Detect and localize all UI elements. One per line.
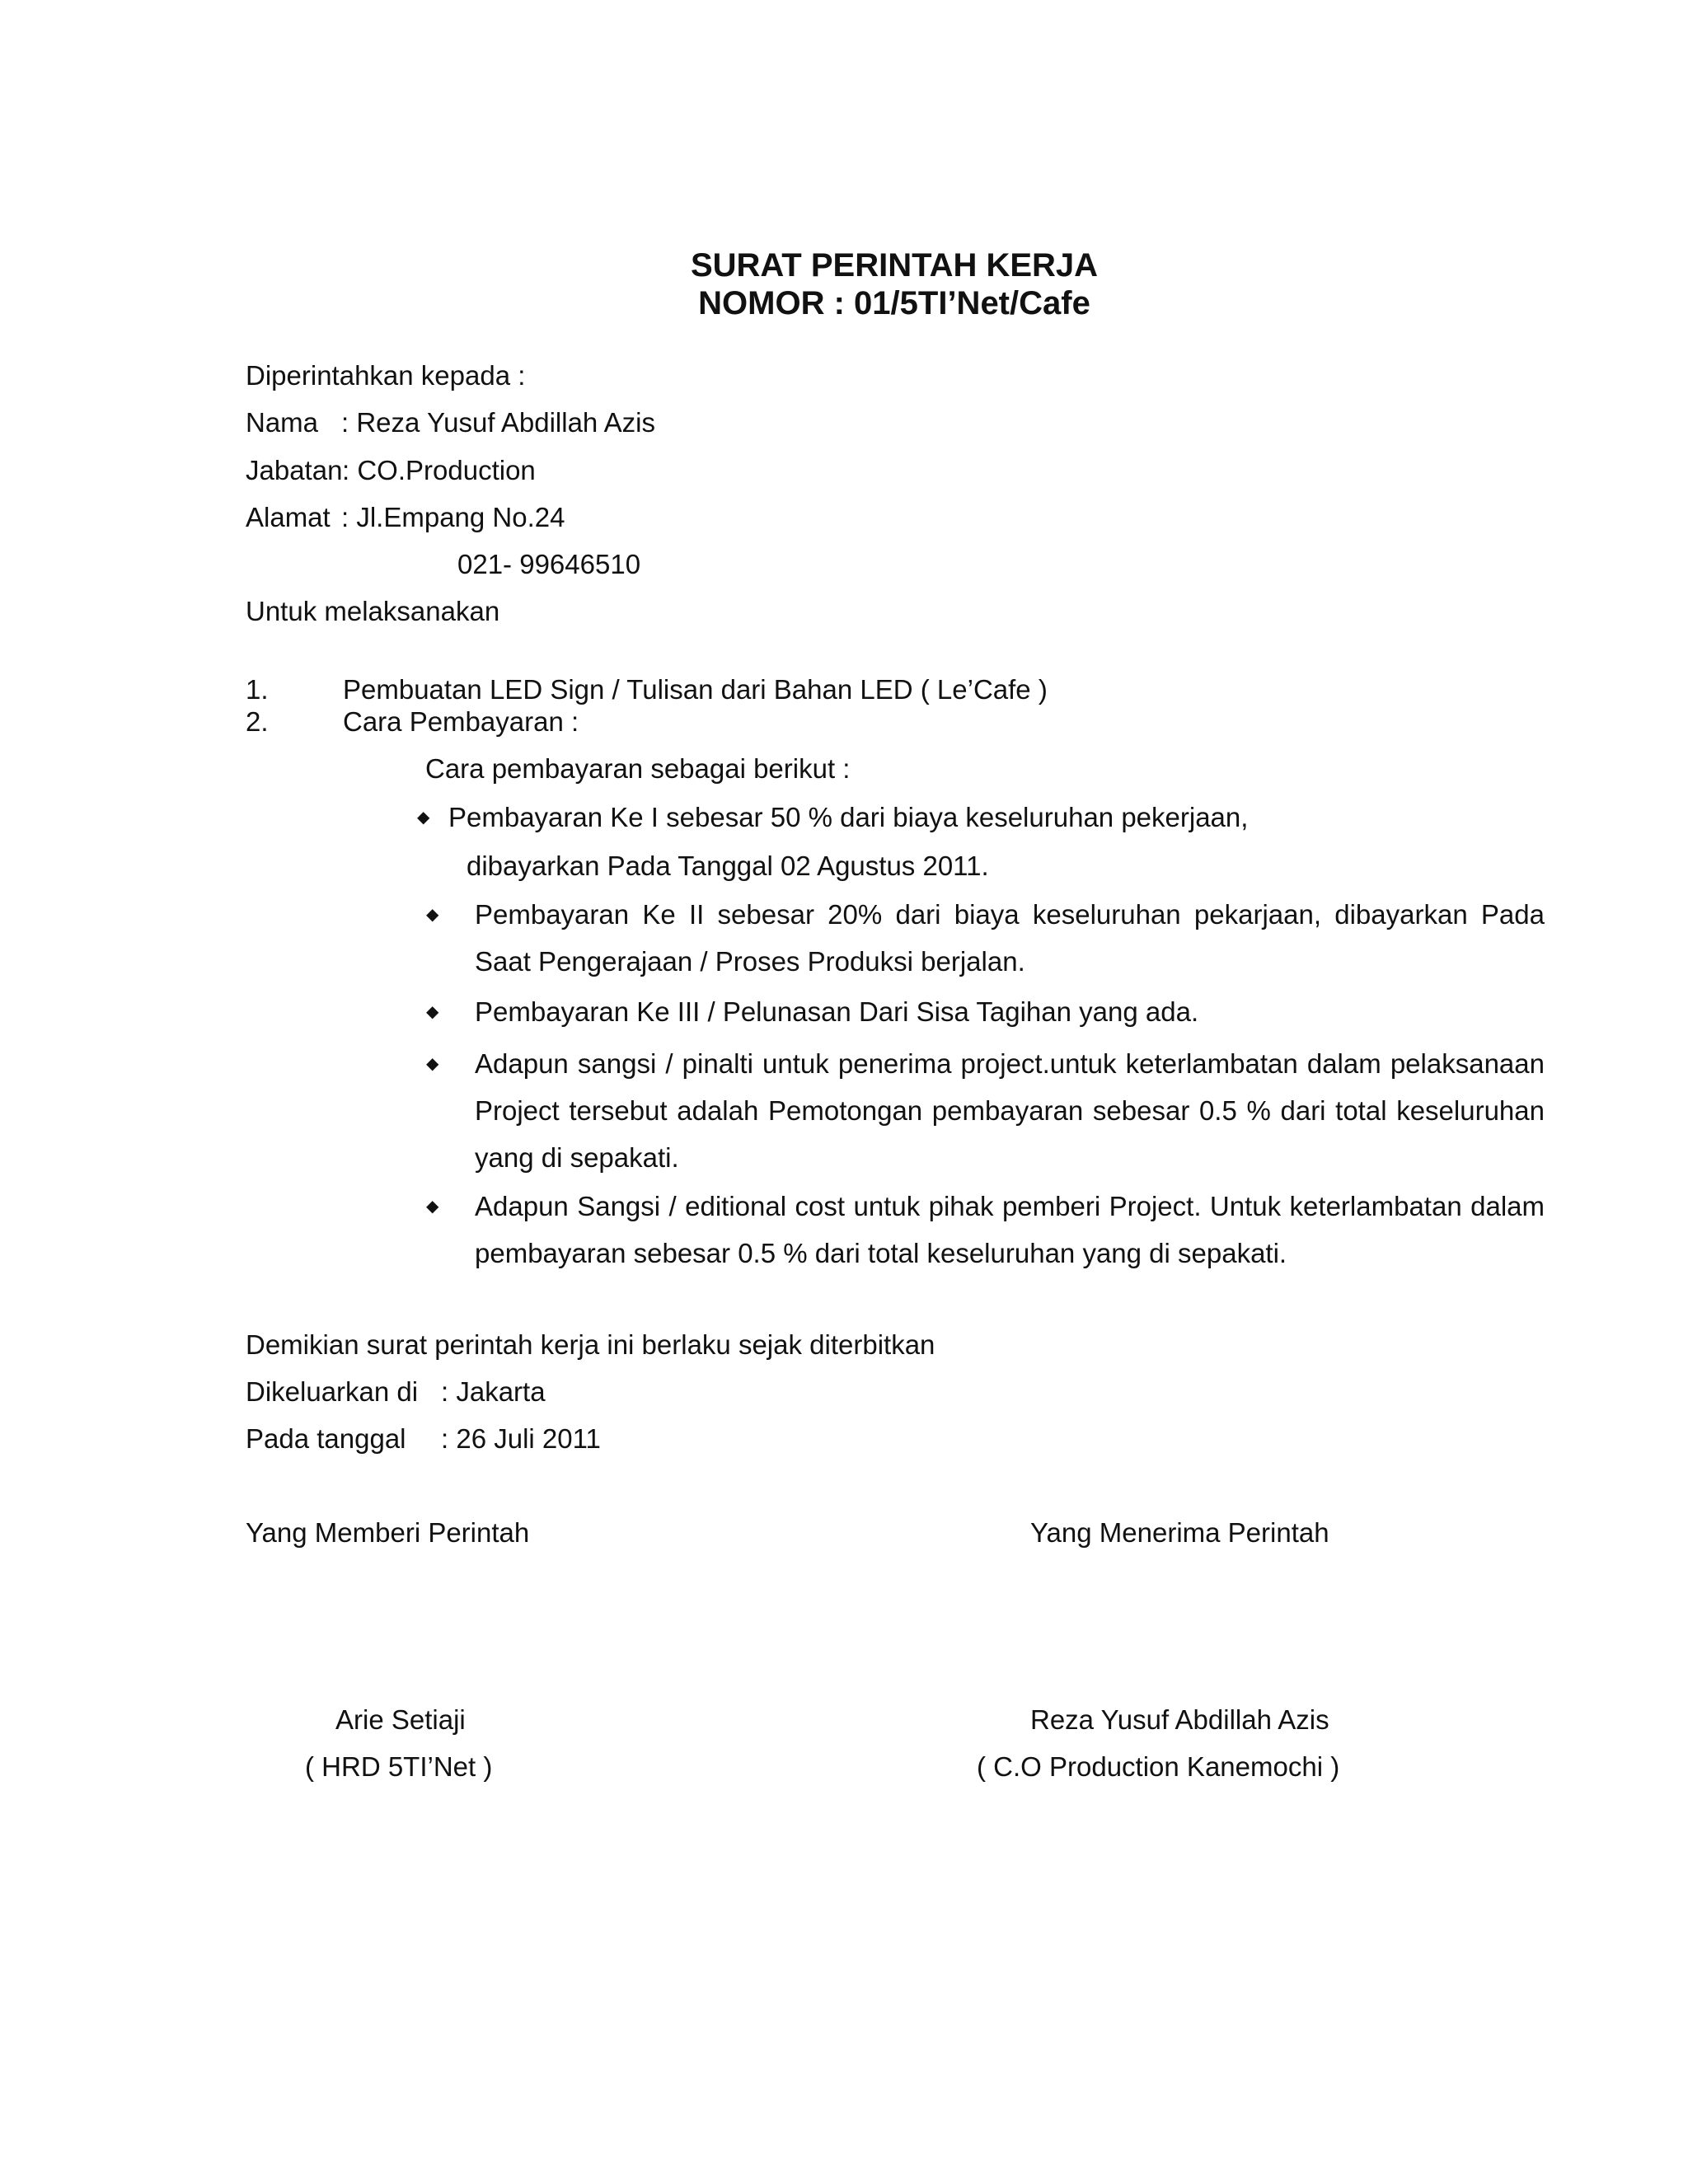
alamat-label: Alamat bbox=[246, 502, 331, 532]
nama-value: : Reza Yusuf Abdillah Azis bbox=[341, 407, 655, 438]
task-number: 1. bbox=[246, 674, 269, 705]
task-number: 2. bbox=[246, 706, 269, 737]
date-label: Pada tanggal bbox=[246, 1423, 406, 1454]
giver-name: Arie Setiaji bbox=[335, 1704, 466, 1735]
jabatan-value: : CO.Production bbox=[342, 455, 536, 485]
receiver-title: ( C.O Production Kanemochi ) bbox=[977, 1751, 1340, 1782]
jabatan-label: Jabatan bbox=[246, 455, 343, 485]
document-title: SURAT PERINTAH KERJA bbox=[690, 247, 1099, 284]
date-value: : 26 Juli 2011 bbox=[441, 1423, 601, 1454]
diamond-bullet-icon: ◆ bbox=[417, 808, 430, 827]
diamond-bullet-icon: ◆ bbox=[426, 1003, 439, 1021]
receiver-heading: Yang Menerima Perintah bbox=[1030, 1517, 1329, 1548]
purpose-text: Untuk melaksanakan bbox=[246, 596, 500, 626]
alamat-value: : Jl.Empang No.24 bbox=[341, 502, 565, 532]
payment-item: Pembayaran Ke I sebesar 50 % dari biaya keseluruhan pekerjaan, bbox=[448, 802, 1249, 832]
giver-heading: Yang Memberi Perintah bbox=[246, 1517, 530, 1548]
payment-item: Pembayaran Ke II sebesar 20% dari biaya keseluruhan pekarjaan, dibayarkan Pada Saat Pengerajaan / Proses Produksi berjalan. bbox=[475, 899, 1545, 977]
recipient-intro: Diperintahkan kepada : bbox=[246, 360, 526, 391]
diamond-bullet-icon: ◆ bbox=[426, 1055, 439, 1073]
nama-label: Nama bbox=[246, 407, 319, 438]
payment-item: Adapun sangsi / pinalti untuk penerima project.untuk keterlambatan dalam pelaksanaan Project tersebut adalah Pemotongan pembayaran sebesar 0.5 % dari total keseluruhan yang di sepakati. bbox=[475, 1048, 1545, 1173]
payment-item: Adapun Sangsi / editional cost untuk pihak pemberi Project. Untuk keterlambatan dalam pembayaran sebesar 0.5 % dari total keseluruhan yang di sepakati. bbox=[475, 1191, 1545, 1268]
diamond-bullet-icon: ◆ bbox=[426, 1197, 439, 1216]
payment-item-continuation: dibayarkan Pada Tanggal 02 Agustus 2011. bbox=[467, 851, 989, 881]
issued-value: : Jakarta bbox=[441, 1376, 546, 1407]
receiver-name: Reza Yusuf Abdillah Azis bbox=[1030, 1704, 1329, 1735]
payment-intro: Cara pembayaran sebagai berikut : bbox=[425, 753, 851, 784]
task-text: Pembuatan LED Sign / Tulisan dari Bahan LED ( Le’Cafe ) bbox=[343, 674, 1048, 705]
payment-item: Pembayaran Ke III / Pelunasan Dari Sisa Tagihan yang ada. bbox=[475, 996, 1199, 1027]
document-number: NOMOR : 01/5TI’Net/Cafe bbox=[698, 285, 1090, 321]
diamond-bullet-icon: ◆ bbox=[426, 906, 439, 924]
closing-statement: Demikian surat perintah kerja ini berlaku sejak diterbitkan bbox=[246, 1329, 935, 1360]
giver-title: ( HRD 5TI’Net ) bbox=[305, 1751, 493, 1782]
issued-label: Dikeluarkan di bbox=[246, 1376, 419, 1407]
task-text: Cara Pembayaran : bbox=[343, 706, 579, 737]
phone-number: 021- 99646510 bbox=[457, 549, 641, 579]
